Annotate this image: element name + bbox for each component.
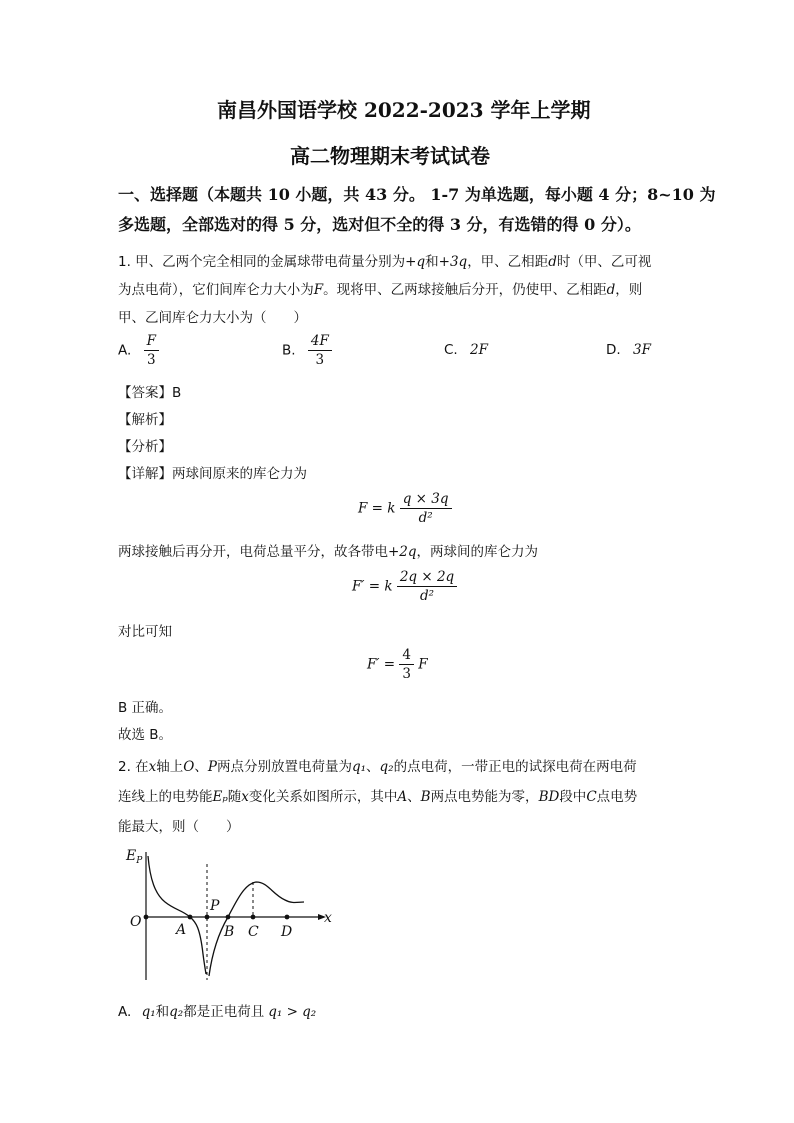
q1-detail: 【详解】两球间原来的库仑力为 [118, 466, 307, 482]
option-label: C. [444, 342, 458, 358]
point-c [251, 915, 256, 920]
equation-fraction [399, 646, 414, 683]
label-b: B [224, 924, 235, 940]
q1-charge2: +3q [438, 254, 468, 270]
q2-line1 [118, 755, 637, 775]
option-inequality: q₁ > q₂ [268, 1004, 317, 1020]
q2-segment: BD [538, 789, 560, 805]
q2-point: C [586, 789, 597, 805]
fraction-denominator: 3 [315, 352, 325, 368]
section-heading-line1: 一、选择题（本题共 10 小题，共 43 分。 1-7 为单选题，每小题 4 分；8~10 为 [118, 185, 716, 204]
option-var: q₂ [169, 1004, 184, 1020]
option-text: 和 [155, 1004, 170, 1020]
fraction-denominator: d² [418, 510, 433, 526]
option-label: D. [606, 342, 621, 358]
q1-option-a[interactable] [118, 332, 159, 369]
point-d [285, 915, 290, 920]
q2-text: 随 [227, 789, 242, 805]
fraction-denominator: d² [419, 588, 435, 604]
q2-point: A [397, 789, 408, 805]
option-label: A. [118, 1004, 132, 1020]
q2-text: 两点分别放置电荷量为 [216, 759, 352, 775]
q1-line2 [118, 278, 642, 298]
equation-fraction [400, 490, 452, 527]
q2-text: 变化关系如图所示，其中 [248, 789, 398, 805]
q2-var: x [148, 759, 157, 775]
label-p: P [210, 898, 220, 914]
fraction-numerator: q × 3q [400, 490, 452, 509]
q1-charge: +2q [388, 544, 417, 560]
q2-var: q₂ [379, 759, 394, 775]
q2-point: P [207, 759, 217, 775]
y-axis-label: $E_P$ [126, 848, 143, 866]
q1-text: 时（甲、乙可视 [556, 254, 652, 270]
q1-option-b[interactable] [282, 332, 332, 369]
section-heading-line2: 多选题，全部选对的得 5 分，选对但不全的得 3 分，有选错的得 0 分）。 [118, 215, 641, 234]
q1-line3: 甲、乙间库仑力大小为（ ） [118, 310, 307, 326]
q1-text: 1. 甲、乙两个完全相同的金属球带电荷量分别为 [118, 254, 406, 270]
ep-curve-left [148, 856, 206, 974]
q1-text: 为点电荷），它们间库仑力大小为 [118, 282, 314, 298]
option-value: 2F [470, 342, 488, 358]
q2-line3: 能最大，则（ ） [118, 819, 240, 835]
label-o: O [130, 914, 142, 930]
q1-equation-2 [352, 568, 457, 605]
equation-rhs: F [418, 656, 428, 673]
q2-text: 2. 在 [118, 759, 149, 775]
q1-compare: 对比可知 [118, 624, 172, 640]
option-value: 3F [632, 342, 651, 358]
q2-text: 、 [194, 759, 208, 775]
exam-title-line1: 南昌外国语学校 2022-2023 学年上学期 [217, 98, 591, 122]
q1-text: 。现将甲、乙两球接触后分开，仍使甲、乙相距 [323, 282, 607, 298]
ep-x-graph [120, 844, 340, 984]
q1-text: 两球接触后再分开，电荷总量平分，故各带电 [118, 544, 388, 560]
q1-choose: 故选 B。 [118, 727, 173, 743]
q2-line2 [118, 785, 637, 805]
q2-var: x [241, 789, 249, 805]
point-b [226, 915, 231, 920]
q1-line1 [118, 250, 651, 270]
fraction-numerator: F [144, 332, 159, 351]
q2-option-a[interactable] [118, 1000, 316, 1020]
q1-option-d[interactable] [606, 342, 651, 358]
equation-lhs: F = k [358, 500, 396, 517]
option-label: B. [282, 342, 296, 359]
label-d: D [281, 924, 293, 940]
q2-point: B [420, 789, 431, 805]
point-p [205, 915, 210, 920]
fraction-denominator: 3 [146, 352, 156, 368]
option-fraction [308, 332, 332, 369]
q2-text: 的点电荷，一带正电的试探电荷在两电荷 [393, 759, 637, 775]
q1-text: ，甲、乙相距 [467, 254, 549, 270]
q1-correct: B 正确。 [118, 700, 173, 716]
x-axis-label: x [324, 910, 332, 926]
option-label: A. [118, 342, 132, 359]
q2-var: q₁ [351, 759, 367, 775]
fraction-denominator: 3 [402, 666, 411, 682]
equation-lhs: F′ = k [352, 578, 393, 595]
equation-lhs: F′ = [367, 656, 396, 673]
fraction-numerator: 2q × 2q [397, 568, 457, 587]
q1-charge1: +q [405, 254, 426, 270]
q1-force: F [313, 282, 324, 298]
label-c: C [248, 924, 259, 940]
q2-text: 、 [407, 789, 421, 805]
option-var: q₁ [141, 1004, 156, 1020]
q2-text: 、 [366, 759, 380, 775]
q1-text: ，则 [615, 282, 643, 298]
q2-text: 两点电势能为零， [430, 789, 539, 805]
option-text: 都是正电荷且 [183, 1004, 265, 1020]
equation-fraction [397, 568, 457, 605]
q1-text-2 [118, 540, 538, 560]
exam-title-line2: 高二物理期末考试试卷 [290, 144, 490, 168]
option-fraction [144, 332, 159, 369]
fraction-numerator: 4 [399, 646, 414, 665]
q1-distance: d [606, 282, 616, 298]
fraction-numerator: 4F [308, 332, 332, 351]
point-a [188, 915, 193, 920]
q1-distance: d [548, 254, 557, 270]
q2-text: 连线上的电势能 [118, 789, 213, 805]
q2-text: 点电势 [596, 789, 638, 805]
q1-and: 和 [425, 254, 439, 270]
q2-text: 轴上 [156, 759, 184, 775]
q2-point: O [183, 759, 195, 775]
q1-fenxi: 【分析】 [118, 439, 172, 455]
q2-var: Eₚ [212, 789, 228, 805]
q2-text: 段中 [559, 789, 587, 805]
q1-equation-1 [358, 490, 452, 527]
q1-equation-3 [367, 646, 428, 683]
q1-answer: 【答案】B [118, 385, 182, 401]
q1-analysis: 【解析】 [118, 412, 172, 428]
q1-option-c[interactable] [444, 342, 488, 358]
point-o [144, 915, 149, 920]
label-a: A [176, 922, 187, 938]
q1-text: ，两球间的库仑力为 [416, 544, 539, 560]
